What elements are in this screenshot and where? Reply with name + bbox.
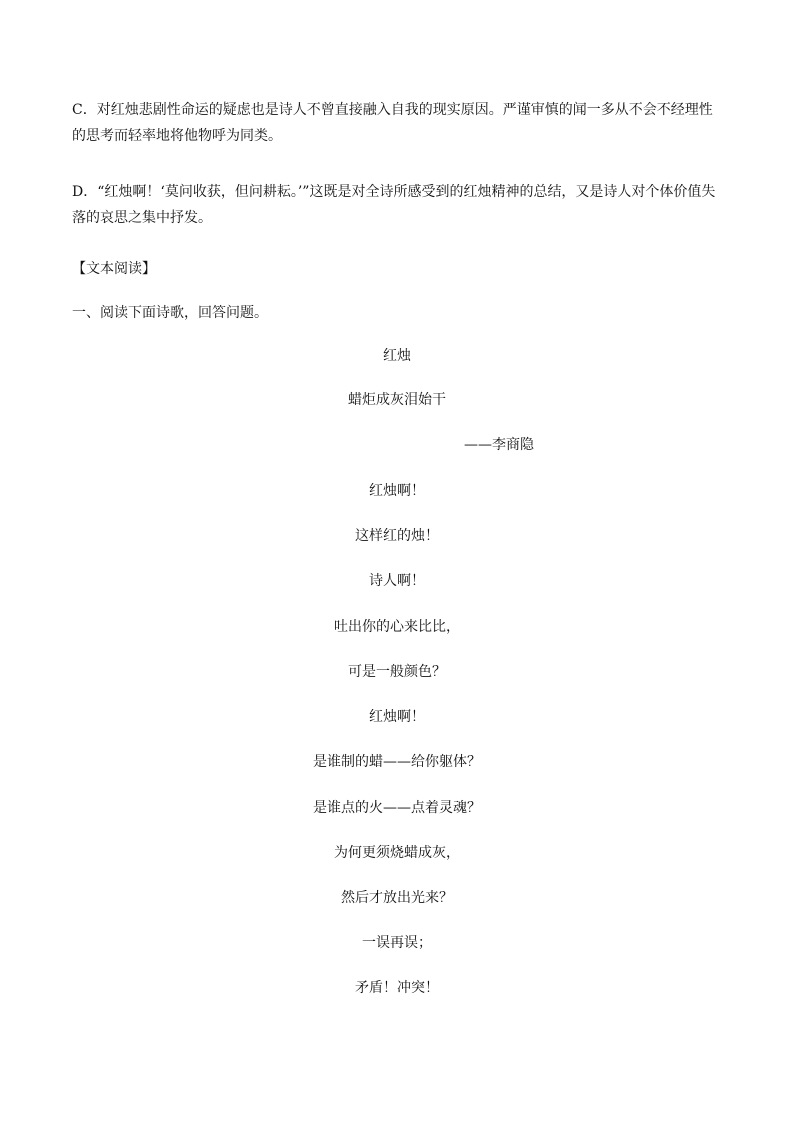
poem-line: 一误再误； [362,935,432,951]
poem-line: 为何更须烧蜡成灰， [334,845,460,861]
poem-line: 这样红的烛！ [355,528,439,544]
option-d [72,179,724,231]
poem-line: 红烛啊！ [369,483,425,499]
poem-line: 矛盾！冲突！ [355,980,439,996]
option-d-line-1: D．“红烛啊！‘莫问收获，但问耕耘。’”这既是对全诗所感受到的红烛精神的总结，又是诗人对个体价值失 [72,184,716,200]
poem-line: 诗人啊！ [369,573,425,589]
poem-line: 可是一般颜色？ [348,664,446,680]
option-c-line-2: 的思考而轻率地将他物呼为同类。 [72,128,282,144]
option-c [72,97,724,149]
poem-line: 然后才放出光来？ [341,890,453,906]
poem-line: 是谁制的蜡——给你躯体？ [313,754,481,770]
poem-epigraph: 蜡炬成灰泪始干 [348,392,446,408]
option-c-line-1: C．对红烛悲剧性命运的疑虑也是诗人不曾直接融入自我的现实原因。严谨审慎的闻一多从不会不经理性 [72,102,713,118]
section-heading: 【文本阅读】 [72,261,156,277]
poem-line: 是谁点的火——点着灵魂？ [313,800,481,816]
option-d-line-2: 落的哀思之集中抒发。 [72,210,212,226]
poem-line: 吐出你的心来比比， [334,619,460,635]
poem-title: 红烛 [383,348,411,364]
poem-attribution: ——李商隐 [464,437,534,453]
poem-line: 红烛啊！ [369,709,425,725]
question-intro: 一、阅读下面诗歌，回答问题。 [72,305,268,321]
